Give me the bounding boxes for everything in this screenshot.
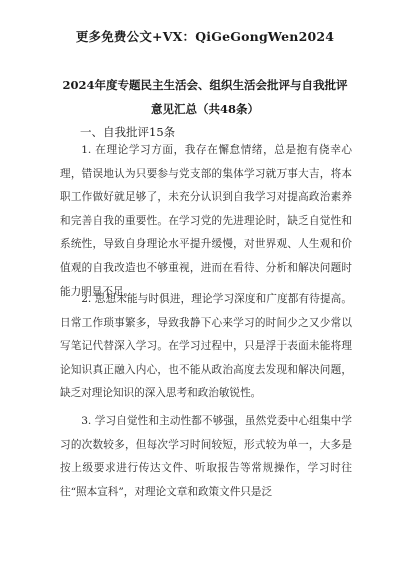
paragraph-1: 1. 在理论学习方面，我存在懈怠情绪，总是抱有侥幸心理，错误地认为只要参与党支部的集体学习就万事大吉，将本职工作做好就足够了，未充分认识到自我学习对提高政治素养和完善自我的重要性。在学习党的先进理论时，缺乏自觉性和系统性，导致自身理论水平提升缓慢，对世界观、人生观和价值观的自我改造也不够重视，进而在看待、分析和解决问题时能力明显不足。 [60,144,352,298]
paragraph-3: 3. 学习自觉性和主动性都不够强，虽然党委中心组集中学习的次数较多，但每次学习时间较短，形式较为单一，大多是按上级要求进行传达文件、听取报告等常规操作，学习时往往“照本宣科”，对理论文章和政策文件只是泛 [60,415,352,498]
document-title: 2024年度专题民主生活会、组织生活会批评与自我批评意见汇总（共48条） [62,78,348,116]
section-heading: 一、自我批评15条 [80,125,176,139]
paragraph-2: 2. 思想未能与时俱进，理论学习深度和广度都有待提高。日常工作琐事繁多，导致我静下心来学习的时间少之又少常以写笔记代替深入学习。在学习过程中，只是浮于表面未能将理论知识真正融入内心，也不能从政治高度去发现和解决问题，缺乏对理论知识的深入思考和政治敏锐性。 [60,293,352,400]
promo-header: 更多免费公文+VX：QiGeGongWen2024 [75,29,335,44]
